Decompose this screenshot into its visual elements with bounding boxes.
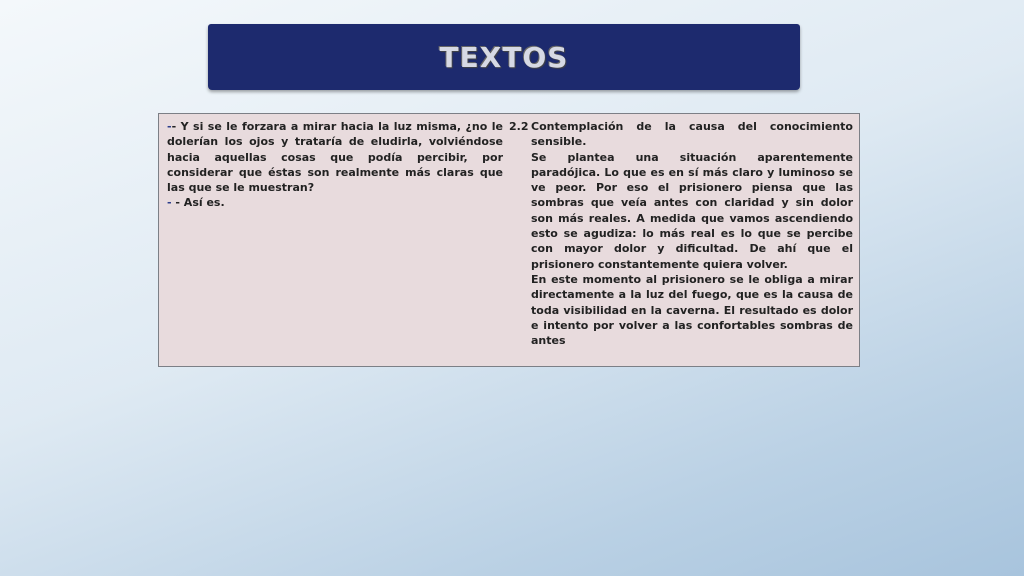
- section-number: 2.2: [509, 120, 529, 133]
- dash-prefix: -: [167, 120, 172, 133]
- dash-prefix: -: [167, 196, 172, 210]
- text-table: [158, 113, 860, 367]
- commentary-paragraph: En este momento al prisionero se le obliga a mirar directamente a la luz del fuego, que es la causa de toda visibilidad en la caverna. El resultado es dolor e intento por volver a las confortables sombras de antes: [531, 272, 853, 348]
- commentary-paragraph: Se plantea una situación aparentemente paradójica. Lo que es en sí más claro y luminoso se ve peor. Por eso el prisionero piensa que las sombras que veía antes con claridad y sin dolor son más reales. A medida que vamos ascendiendo esto se agudiza: lo más real es lo que se percibe con mayor dolor y dificultad. De ahí que el prisionero constantemente quiera volver.: [531, 150, 853, 271]
- page-title: TEXTOS: [439, 40, 569, 74]
- section-heading-text: Contemplación de la causa del conocimiento sensible.: [531, 120, 853, 149]
- dialogue-question: -- Y si se le forzara a mirar hacia la luz misma, ¿no le dolerían los ojos y trataría de eludirla, volviéndose hacia aquellas cosas que podía percibir, por considerar que éstas son realmente más claras que las que se le muestran?: [167, 120, 503, 195]
- dialogue-column: [159, 114, 509, 366]
- dialogue-answer: - - Así es.: [167, 196, 225, 210]
- section-heading: [509, 119, 853, 150]
- title-banner: [208, 24, 800, 90]
- commentary-column: [509, 114, 859, 366]
